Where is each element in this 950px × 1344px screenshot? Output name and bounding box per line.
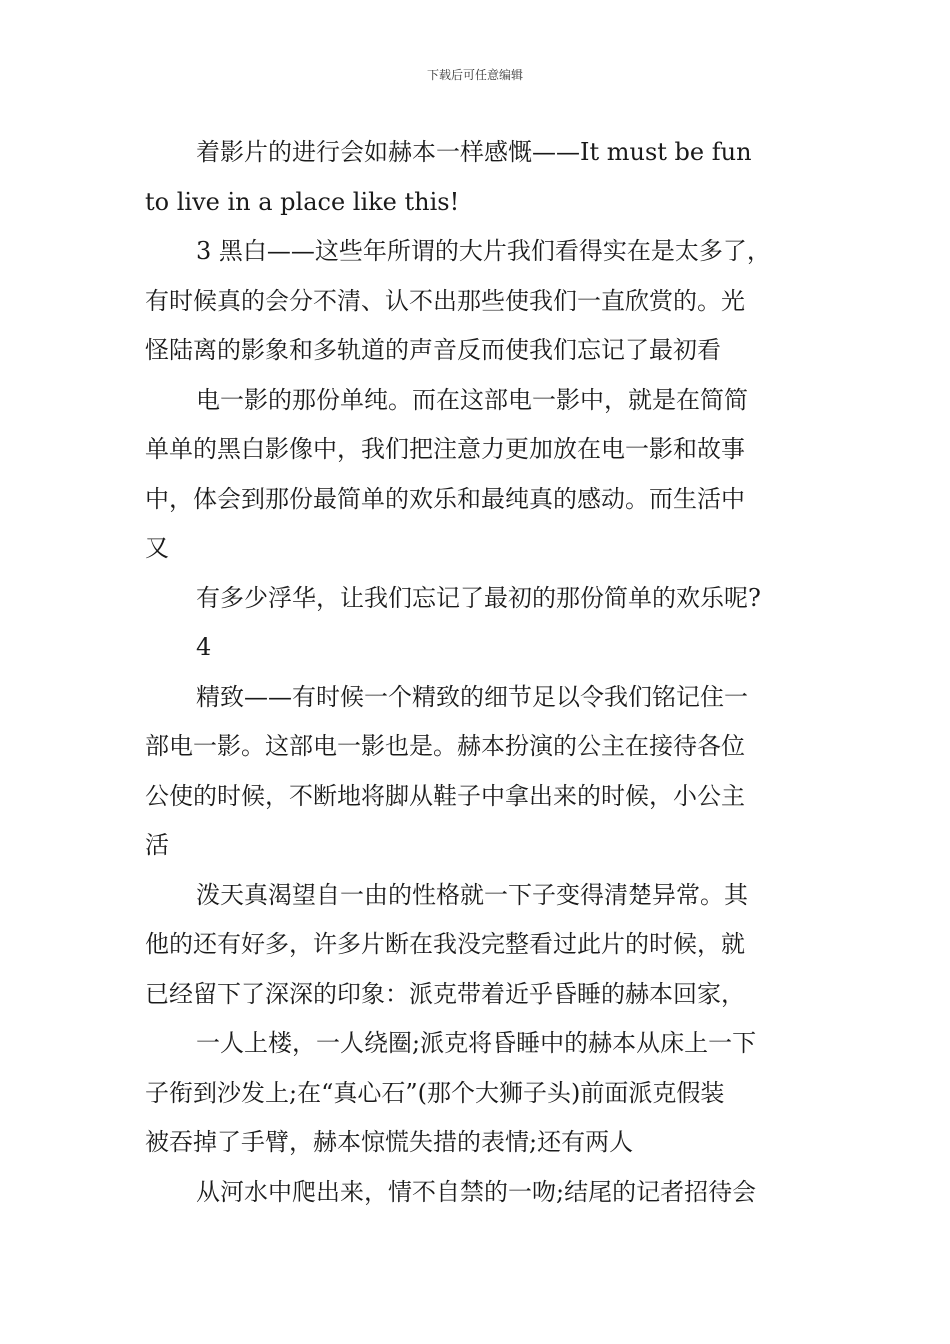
text-line: 电一影的那份单纯。而在这部电一影中，就是在简简 <box>196 386 748 414</box>
text-line: to live in a place like this! <box>145 188 460 216</box>
text-line: 泼天真渴望自一由的性格就一下子变得清楚异常。其 <box>196 881 748 909</box>
text-line: 有时候真的会分不清、认不出那些使我们一直欣赏的。光 <box>145 287 745 315</box>
text-line: 一人上楼，一人绕圈;派克将昏睡中的赫本从床上一下 <box>196 1029 757 1057</box>
text-line: 又 <box>145 534 169 562</box>
text-line: 公使的时候，不断地将脚从鞋子中拿出来的时候，小公主 <box>145 782 745 810</box>
text-line: 单单的黑白影像中，我们把注意力更加放在电一影和故事 <box>145 435 745 463</box>
page-header: 下载后可任意编辑 <box>426 68 523 82</box>
text-line: 活 <box>145 831 169 859</box>
text-line: 精致——有时候一个精致的细节足以令我们铭记住一 <box>196 683 748 711</box>
text-line: 中，体会到那份最简单的欢乐和最纯真的感动。而生活中 <box>145 485 745 513</box>
text-line: 3 黑白——这些年所谓的大片我们看得实在是太多了， <box>196 237 771 265</box>
text-line: 从河水中爬出来，情不自禁的一吻;结尾的记者招待会 <box>196 1178 757 1206</box>
text-line: 部电一影。这部电一影也是。赫本扮演的公主在接待各位 <box>145 732 745 760</box>
text-line: 被吞掉了手臂，赫本惊慌失措的表情;还有两人 <box>145 1128 634 1156</box>
text-line: 着影片的进行会如赫本一样感慨——It must be fun <box>196 138 752 166</box>
text-line: 有多少浮华，让我们忘记了最初的那份简单的欢乐呢? <box>196 584 761 612</box>
text-line: 子衔到沙发上;在“真心石”(那个大狮子头)前面派克假装 <box>145 1079 725 1107</box>
text-line: 4 <box>196 633 212 661</box>
text-line: 已经留下了深深的印象：派克带着近乎昏睡的赫本回家， <box>145 980 745 1008</box>
text-line: 怪陆离的影象和多轨道的声音反而使我们忘记了最初看 <box>145 336 721 364</box>
text-line: 他的还有好多，许多片断在我没完整看过此片的时候，就 <box>145 930 745 958</box>
